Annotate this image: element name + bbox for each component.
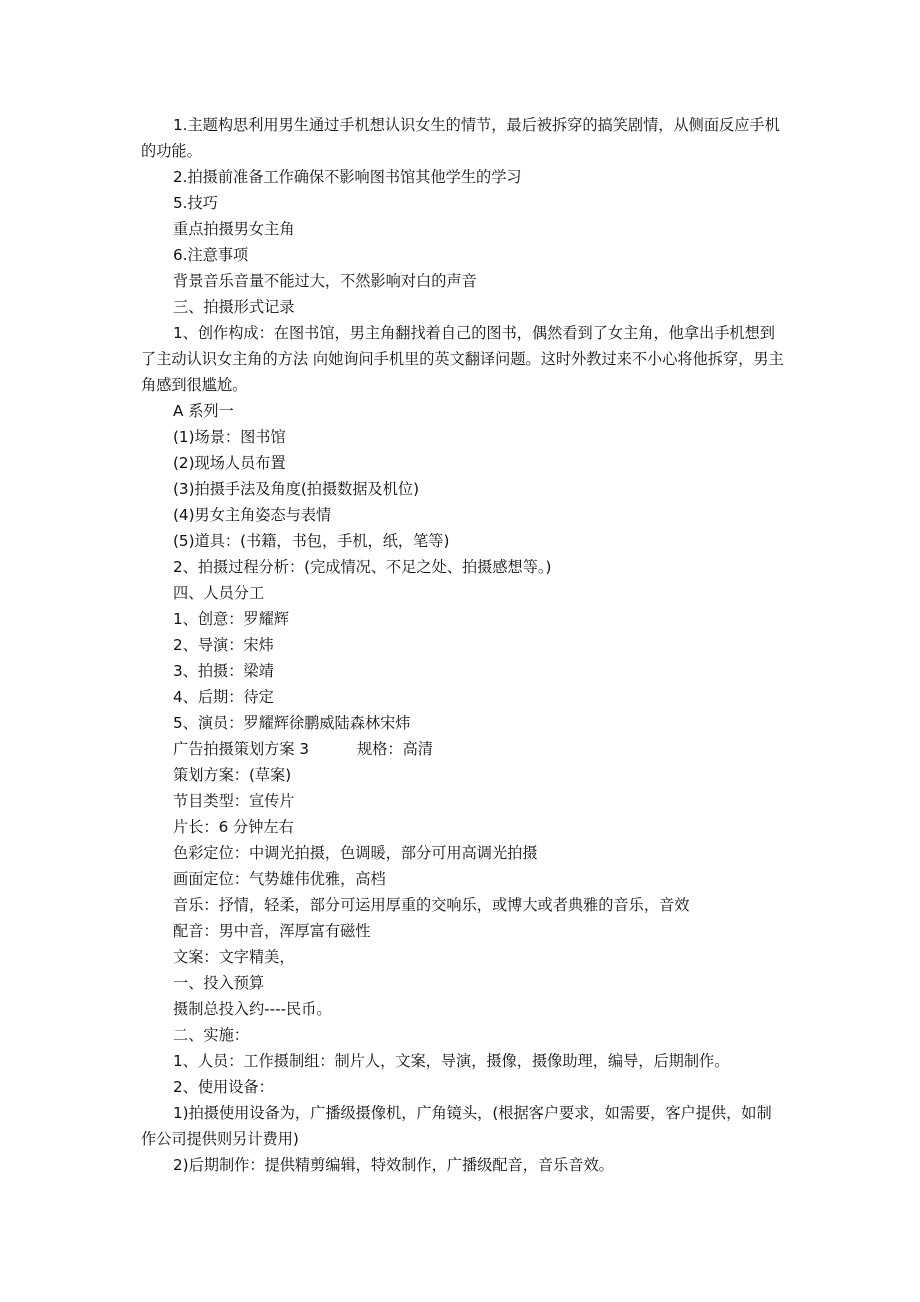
plan-3-spec: 规格：高清 [357, 740, 433, 758]
heading-staff-division: 四、人员分工 [173, 584, 265, 602]
plan-3-title: 广告拍摄策划方案 3 [173, 740, 309, 758]
paragraph-skills: 重点拍摄男女主角 [173, 220, 295, 238]
paragraph-theme-concept: 1.主题构思利用男生通过手机想认识女生的情节，最后被拆穿的搞笑剧情，从侧面反应手机的功能。 [141, 116, 780, 160]
paragraph-copywriting: 文案：文字精美， [173, 948, 295, 966]
paragraph-music: 音乐：抒情，轻柔，部分可运用厚重的交响乐，或博大或者典雅的音乐，音效 [173, 896, 690, 914]
paragraph-preparation: 2.拍摄前准备工作确保不影响图书馆其他学生的学习 [173, 168, 522, 186]
paragraph-voiceover: 配音：男中音，浑厚富有磁性 [173, 922, 371, 940]
list-item-technique: (3)拍摄手法及角度(拍摄数据及机位) [173, 480, 419, 498]
paragraph-duration: 片长：6 分钟左右 [173, 818, 294, 836]
list-item-director: 2、导演：宋炜 [173, 636, 274, 654]
list-item-posture: (4)男女主角姿态与表情 [173, 506, 332, 524]
paragraph-shooting-equipment: 1)拍摄使用设备为，广播级摄像机，广角镜头，(根据客户要求，如需要，客户提供，如制作公司提供则另计费用) [141, 1104, 772, 1148]
heading-shooting-record: 三、拍摄形式记录 [173, 298, 295, 316]
heading-series-a: A 系列一 [173, 402, 234, 420]
paragraph-notes: 背景音乐音量不能过大，不然影响对白的声音 [173, 272, 477, 290]
paragraph-personnel: 1、人员：工作摄制组：制片人，文案，导演，摄像，摄像助理，编导，后期制作。 [173, 1052, 730, 1070]
paragraph-budget: 摄制总投入约----民币。 [173, 1000, 332, 1018]
list-item-creative: 1、创意：罗耀辉 [173, 610, 289, 628]
list-item-camera: 3、拍摄：梁靖 [173, 662, 274, 680]
paragraph-picture: 画面定位：气势雄伟优雅，高档 [173, 870, 386, 888]
list-item-staff-layout: (2)现场人员布置 [173, 454, 286, 472]
paragraph-program-type: 节目类型：宣传片 [173, 792, 295, 810]
heading-implementation: 二、实施： [173, 1026, 249, 1044]
list-item-post: 4、后期：待定 [173, 688, 274, 706]
paragraph-plan-draft: 策划方案：(草案) [173, 766, 292, 784]
heading-skills: 5.技巧 [173, 194, 218, 212]
heading-equipment: 2、使用设备： [173, 1078, 274, 1096]
paragraph-color: 色彩定位：中调光拍摄，色调暖，部分可用高调光拍摄 [173, 844, 538, 862]
heading-budget: 一、投入预算 [173, 974, 265, 992]
list-item-props: (5)道具：(书籍，书包，手机，纸，笔等) [173, 532, 450, 550]
heading-notes: 6.注意事项 [173, 246, 249, 264]
paragraph-process-analysis: 2、拍摄过程分析：(完成情况、不足之处、拍摄感想等。) [173, 558, 552, 576]
paragraph-post-production: 2)后期制作：提供精剪编辑，特效制作，广播级配音，音乐音效。 [173, 1156, 614, 1174]
list-item-actors: 5、演员：罗耀辉徐鹏威陆森林宋炜 [173, 714, 411, 732]
paragraph-creative-composition: 1、创作构成：在图书馆，男主角翻找着自己的图书，偶然看到了女主角，他拿出手机想到了主动认识女主角的方法 向她询问手机里的英文翻译问题。这时外教过来不小心将他拆穿，男主角感到很尴尬。 [141, 324, 784, 394]
heading-plan-3 [141, 736, 786, 762]
document-page [141, 112, 786, 1178]
list-item-scene: (1)场景：图书馆 [173, 428, 286, 446]
